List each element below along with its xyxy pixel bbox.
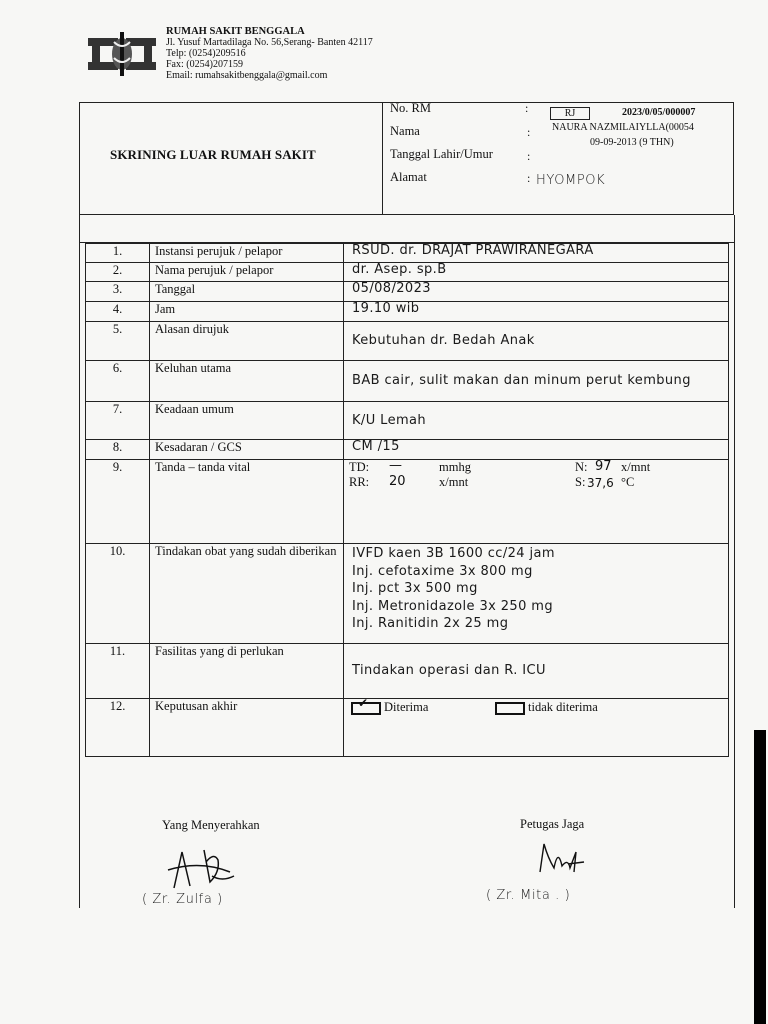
table-row (86, 263, 729, 282)
row-number: 7. (86, 402, 150, 440)
accepted-checkbox[interactable] (351, 695, 381, 715)
n-unit: x/mnt (621, 460, 651, 474)
row-number: 11. (86, 644, 150, 699)
colon: : (527, 149, 531, 163)
medication-item: Inj. pct 3x 500 mg (352, 581, 478, 596)
label-alamat: Alamat (390, 170, 427, 184)
table-row (86, 244, 729, 263)
hospital-telp: Telp: (0254)209516 (166, 48, 246, 59)
frame-left-border (79, 215, 80, 908)
row-label: Instansi perujuk / pelapor (150, 244, 344, 263)
td-label: TD: (349, 460, 370, 474)
row-value: dr. Asep. sp.B (344, 263, 729, 282)
label-no-rm: No. RM (390, 101, 431, 115)
rejected-label: tidak diterima (528, 700, 598, 714)
row-value: RSUD. dr. DRAJAT PRAWIRANEGARA (344, 244, 729, 263)
medication-item: Inj. Metronidazole 3x 250 mg (352, 598, 554, 614)
handover-signature (160, 842, 240, 892)
n-label: N: (575, 460, 588, 474)
row-value: Tindakan operasi dan R. ICU (344, 644, 729, 699)
rr-unit: x/mnt (439, 475, 469, 489)
hospital-logo (86, 28, 158, 80)
patient-address: HYOMPOK (536, 173, 606, 188)
row-value: Kebutuhan dr. Bedah Anak (344, 322, 729, 361)
patient-dob: 09-09-2013 (9 THN) (590, 137, 674, 148)
medication-item: Inj. Ranitidin 2x 25 mg (352, 616, 509, 631)
s-unit: °C (621, 475, 635, 489)
row-number: 12. (86, 699, 150, 757)
table-row (86, 544, 729, 644)
row-label: Tanggal (150, 282, 344, 302)
table-row (86, 282, 729, 302)
row-label: Nama perujuk / pelapor (150, 263, 344, 282)
label-nama: Nama (390, 124, 420, 138)
patient-name: NAURA NAZMILAIYLLA(00054 (552, 122, 694, 133)
row-number: 6. (86, 361, 150, 402)
row-number: 8. (86, 440, 150, 460)
medication-item: IVFD kaen 3B 1600 cc/24 jam (352, 546, 555, 561)
row-value: 19.10 wib (344, 302, 729, 322)
colon: : (527, 125, 531, 139)
table-row (86, 322, 729, 361)
s-label: S: (575, 475, 586, 489)
table-row (86, 302, 729, 322)
td-value: — (389, 458, 402, 473)
hospital-name: RUMAH SAKIT BENGGALA (166, 26, 305, 37)
medications-cell (344, 544, 729, 644)
rejected-checkbox[interactable] (495, 702, 525, 715)
officer-label: Petugas Jaga (520, 817, 585, 831)
row-label: Fasilitas yang di perlukan (150, 644, 344, 699)
row-number: 10. (86, 544, 150, 644)
row-number: 2. (86, 263, 150, 282)
colon: : (527, 171, 531, 185)
medication-item: Inj. cefotaxime 3x 800 mg (352, 563, 533, 579)
scan-edge-bar (754, 730, 766, 1024)
row-label: Tanda – tanda vital (150, 460, 344, 544)
checkmark-icon: ✔ (358, 695, 369, 710)
td-unit: mmhg (439, 460, 471, 474)
table-row (86, 402, 729, 440)
hospital-email: Email: rumahsakitbenggala@gmail.com (166, 70, 328, 81)
officer-name: ( Zr. Mita . ) (486, 888, 571, 903)
handover-label: Yang Menyerahkan (162, 818, 260, 832)
n-value: 97 (595, 459, 612, 474)
vital-signs-cell (344, 460, 729, 544)
row-value: CM /15 (344, 440, 729, 460)
rr-label: RR: (349, 475, 370, 489)
row-number: 4. (86, 302, 150, 322)
colon: : (525, 101, 529, 115)
table-row (86, 440, 729, 460)
screening-table (85, 243, 729, 757)
table-row (86, 460, 729, 544)
s-value: 37,6 (587, 476, 614, 490)
row-number: 5. (86, 322, 150, 361)
row-value: 05/08/2023 (344, 282, 729, 302)
header-divider (382, 102, 383, 215)
label-tanggal-lahir: Tanggal Lahir/Umur (390, 147, 493, 161)
rm-number: 2023/0/05/000007 (622, 107, 696, 118)
table-row (86, 361, 729, 402)
handover-name: ( Zr. Zulfa ) (142, 892, 223, 907)
form-title: SKRINING LUAR RUMAH SAKIT (110, 147, 316, 162)
row-label: Keadaan umum (150, 402, 344, 440)
hospital-address: Jl. Yusuf Martadilaga No. 56,Serang- Banten 42117 (166, 37, 373, 48)
table-row (86, 644, 729, 699)
decision-cell (344, 695, 729, 757)
hospital-fax: Fax: (0254)207159 (166, 59, 243, 70)
row-label: Kesadaran / GCS (150, 440, 344, 460)
rm-type-box: RJ (550, 107, 590, 120)
table-row (86, 699, 729, 757)
row-label: Alasan dirujuk (150, 322, 344, 361)
row-label: Keputusan akhir (150, 699, 344, 757)
rr-value: 20 (389, 474, 406, 489)
row-value: BAB cair, sulit makan dan minum perut kembung (344, 361, 729, 402)
row-label: Jam (150, 302, 344, 322)
row-number: 1. (86, 244, 150, 263)
officer-signature (532, 838, 592, 878)
row-number: 3. (86, 282, 150, 302)
row-label: Keluhan utama (150, 361, 344, 402)
row-number: 9. (86, 460, 150, 544)
frame-right-border (734, 215, 735, 908)
accepted-label: Diterima (384, 700, 429, 714)
row-value: K/U Lemah (344, 402, 729, 440)
row-label: Tindakan obat yang sudah diberikan (150, 544, 344, 644)
